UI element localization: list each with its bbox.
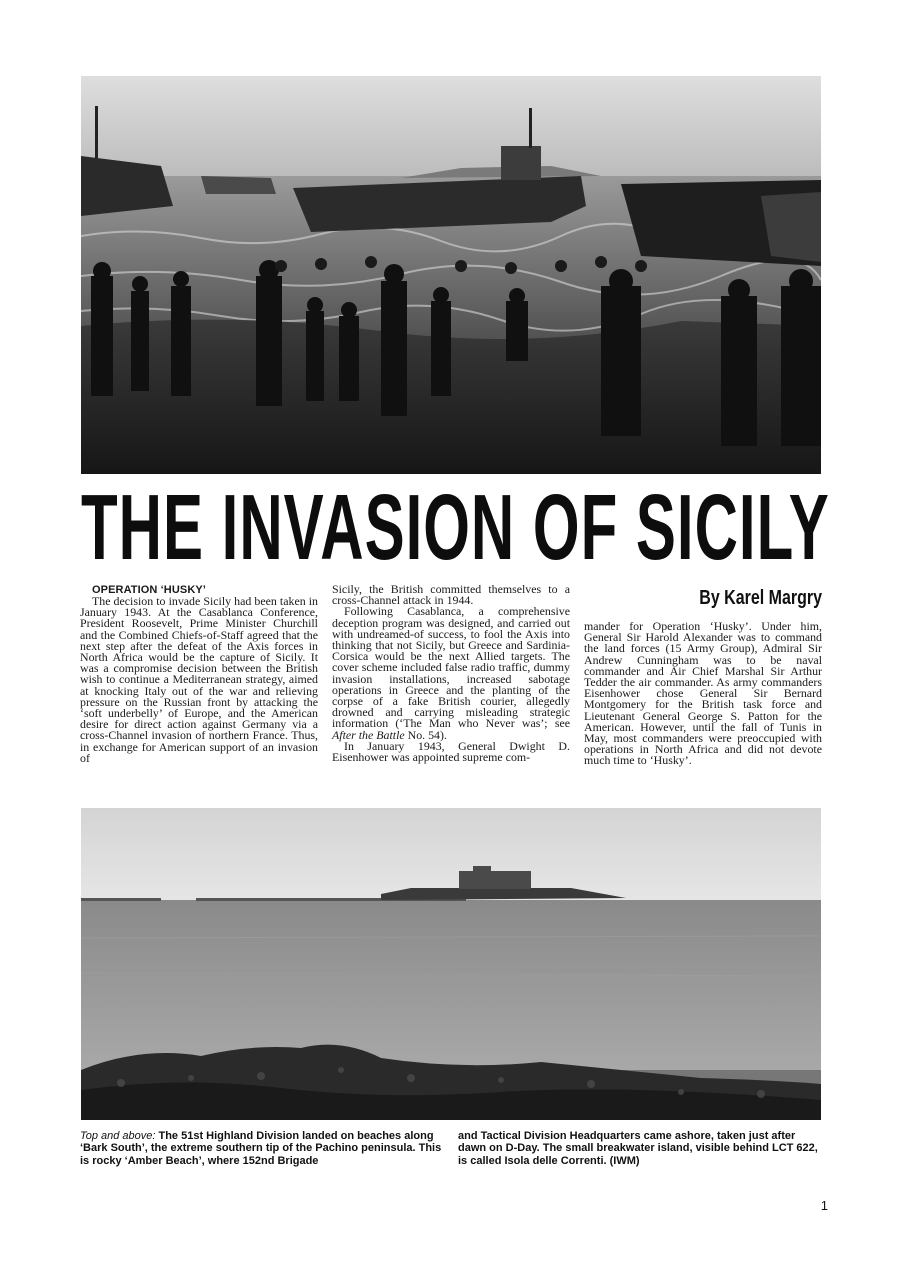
magazine-title: After the Battle bbox=[332, 727, 405, 742]
isola-delle-correnti-photo bbox=[81, 808, 821, 1120]
page-number: 1 bbox=[820, 1198, 828, 1213]
paragraph: Sicily, the British committed themselves to a cross-Channel attack in 1944. bbox=[332, 582, 570, 608]
article-headline: THE INVASION OF SICILY bbox=[81, 475, 830, 580]
text-column-1 bbox=[80, 584, 318, 764]
landing-beach-photo bbox=[81, 76, 821, 474]
paragraph: In January 1943, General Dwight D. Eisenhower was appointed supreme com- bbox=[332, 738, 570, 765]
photo-caption-right: and Tactical Division Headquarters came ashore, taken just after dawn on D-Day. The small breakwater island, visible behind LCT 622, is called Isola delle Correnti. (IWM) bbox=[458, 1130, 818, 1167]
paragraph-text: No. 54). bbox=[404, 727, 447, 742]
paragraph bbox=[332, 606, 570, 740]
text-column-3 bbox=[584, 621, 822, 767]
caption-text: The 51st Highland Division landed on beaches along ‘Bark South’, the extreme southern tip of the Pachino peninsula. This is rocky ‘Amber Beach’, where 152nd Brigade bbox=[80, 1130, 442, 1167]
caption-lead: Top and above: bbox=[80, 1130, 156, 1142]
paragraph-text: Following Casablanca, a comprehensive deception program was designed, and carried out with undreamed-of success, to fool the Axis into thinking that not Sicily, but Greece and Sardinia-Corsica would be the next Allied targets. The cover scheme included false radio traffic, dummy invasion installations, increased sabotage operations in Greece and the planting of the corpse of a fake British courier, allegedly drowned and carrying misleading strategic information (‘The Man who Never was’; see bbox=[332, 604, 570, 731]
text-column-2 bbox=[332, 584, 570, 763]
landing-beach-illustration bbox=[81, 76, 821, 474]
beach-today-illustration bbox=[81, 808, 821, 1120]
author-byline: By Karel Margry bbox=[699, 587, 822, 609]
section-heading: OPERATION ‘HUSKY’ bbox=[92, 584, 206, 596]
paragraph: mander for Operation ‘Husky’. Under him, General Sir Harold Alexander was to command the land forces (15 Army Group), Admiral Sir Andrew Cunningham was to be naval commander and Air Chief Marshal Sir Arthur Tedder the air commander. As army commanders Eisenhower chose General Sir Bernard Montgomery for the British task force and Lieutenant General George S. Patton for the American. However, until the fall of Tunis in May, most commanders were preoccupied with operations in North Africa and did not devote much time to ‘Husky’. bbox=[584, 619, 822, 768]
paragraph: The decision to invade Sicily had been taken in January 1943. At the Casablanca Conference, President Roosevelt, Prime Minister Churchill and the Combined Chiefs-of-Staff agreed that the next step after the defeat of the Axis forces in North Africa would be the capture of Sicily. It was a compromise decision between the British wish to continue a Mediterranean strategy, aimed at knocking Italy out of the war and relieving pressure on the Russian front by attacking the ‘soft underbelly’ of Europe, and the American desire for direct action against Germany via a cross-Channel invasion of northern France. Thus, in exchange for American support of an invasion of bbox=[80, 594, 318, 765]
photo-caption-left bbox=[80, 1130, 442, 1167]
